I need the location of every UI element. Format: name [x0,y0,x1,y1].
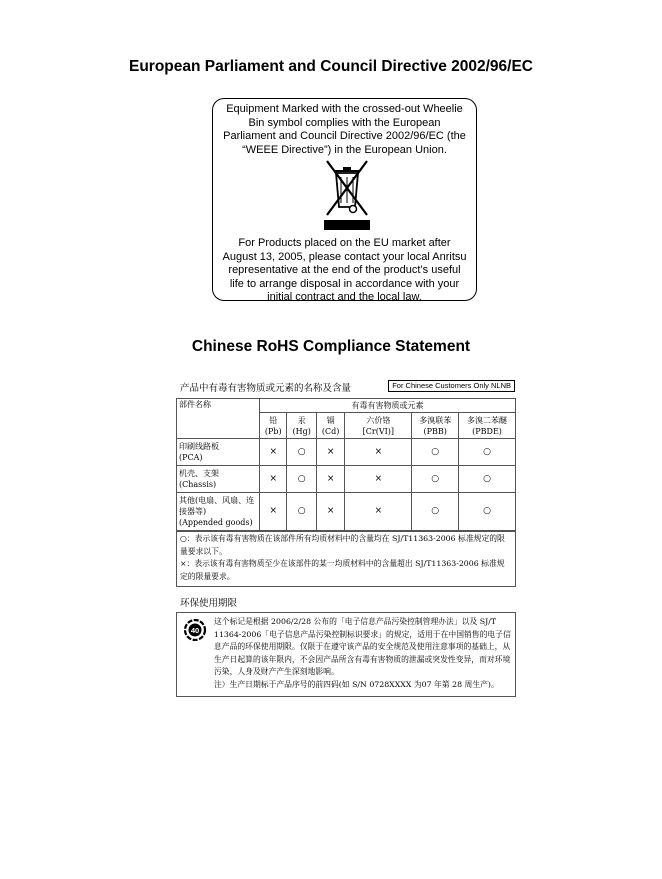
substance-header: 多溴联苯 (PBB) [412,413,459,439]
value-cell: ○ [412,493,459,531]
rohs-statement-title: Chinese RoHS Compliance Statement [191,338,471,355]
part-name: 印刷线路板 (PCA) [177,439,260,466]
value-cell: ○ [459,466,516,493]
hazardous-substances-table [176,398,516,531]
note-circle: ○：表示该有毒有害物质在该部件所有均质材料中的含量均在 SJ/T11363-2006 标准规定的限量要求以下。 [180,534,505,556]
weee-notice-text: Equipment Marked with the crossed-out Wheelie Bin symbol complies with the European Parliament and Council Directive 2002/96/EC (the “WEEE Directive”) in the European Union. [223,103,466,156]
substance-header: 多溴二苯醚 (PBDE) [459,413,516,439]
env-period-note: 注）生产日期标于产品序号的前四码(如 S/N 0728XXXX 为07 年第 28 周生产)。 [214,679,499,689]
table-row [177,439,516,466]
table-row [177,493,516,531]
value-cell: × [316,466,344,493]
substance-header: 汞 (Hg) [287,413,316,439]
substance-header: 六价铬 [Cr(VI)] [345,413,412,439]
env-period-title: 环保使用期限 [180,598,238,609]
note-cross: ×：表示该有毒有害物质至少在该部件的某一均质材料中的含量超出 SJ/T11363-2006 标准规定的限量要求。 [180,559,505,581]
substance-header: 铅 (Pb) [260,413,287,439]
value-cell: × [345,439,412,466]
table-notes [176,531,516,587]
value-cell: ○ [459,493,516,531]
weee-disposal-text: For Products placed on the EU market after August 13, 2005, please contact your local Anritsu representative at the end of the product’s useful life to arrange disposal in accordance with your initial contract and the local law. [222,237,467,303]
value-cell: × [260,466,287,493]
value-cell: × [260,493,287,531]
table-row [177,466,516,493]
value-cell: ○ [412,439,459,466]
substance-header: 镉 (Cd) [316,413,344,439]
env-period-text: 这个标记是根据 2006/2/28 公布的「电子信息产品污染控制管理办法」以及 SJ/T 11364-2006「电子信息产品污染控制标识要求」的规定，适用于在中国销售的电子信息产品的环保使用期限。仅限于在遵守该产品的安全规范及使用注意事项的基础上，从生产日起算的该年限内，不会因产品所含有毒有害物质的泄漏或突发性变异，而对环境污染，人身及财产产生深刻地影响。 注）生产日期标于产品序号的前四码(如 S/N 0728XXXX 为07 年第 28 周生产)。 [214,616,511,691]
env-period-box [176,612,516,697]
part-name: 机壳、支架 (Chassis) [177,466,260,493]
value-cell: ○ [287,493,316,531]
rohs-table-header [180,380,515,394]
value-cell: ○ [287,466,316,493]
value-cell: × [316,493,344,531]
rohs-table-title: 产品中有毒有害物质或元素的名称及含量 [180,383,352,394]
weee-directive-title: European Parliament and Council Directive 2002/96/EC [128,58,533,75]
crossed-out-wheelie-bin-icon [324,157,370,231]
value-cell: × [345,493,412,531]
svg-text:40: 40 [190,625,200,635]
environment-protection-period-icon [184,619,206,641]
customer-badge: For Chinese Customers Only NLNB [388,380,515,392]
weee-notice-box [212,98,477,301]
part-name: 其他(电扇、风扇、连接器等) (Appended goods) [177,493,260,531]
value-cell: ○ [287,439,316,466]
value-cell: ○ [459,439,516,466]
value-cell: × [316,439,344,466]
column-substances-group: 有毒有害物质或元素 [260,399,516,413]
column-part-name: 部件名称 [177,399,260,439]
value-cell: × [260,439,287,466]
value-cell: × [345,466,412,493]
value-cell: ○ [412,466,459,493]
